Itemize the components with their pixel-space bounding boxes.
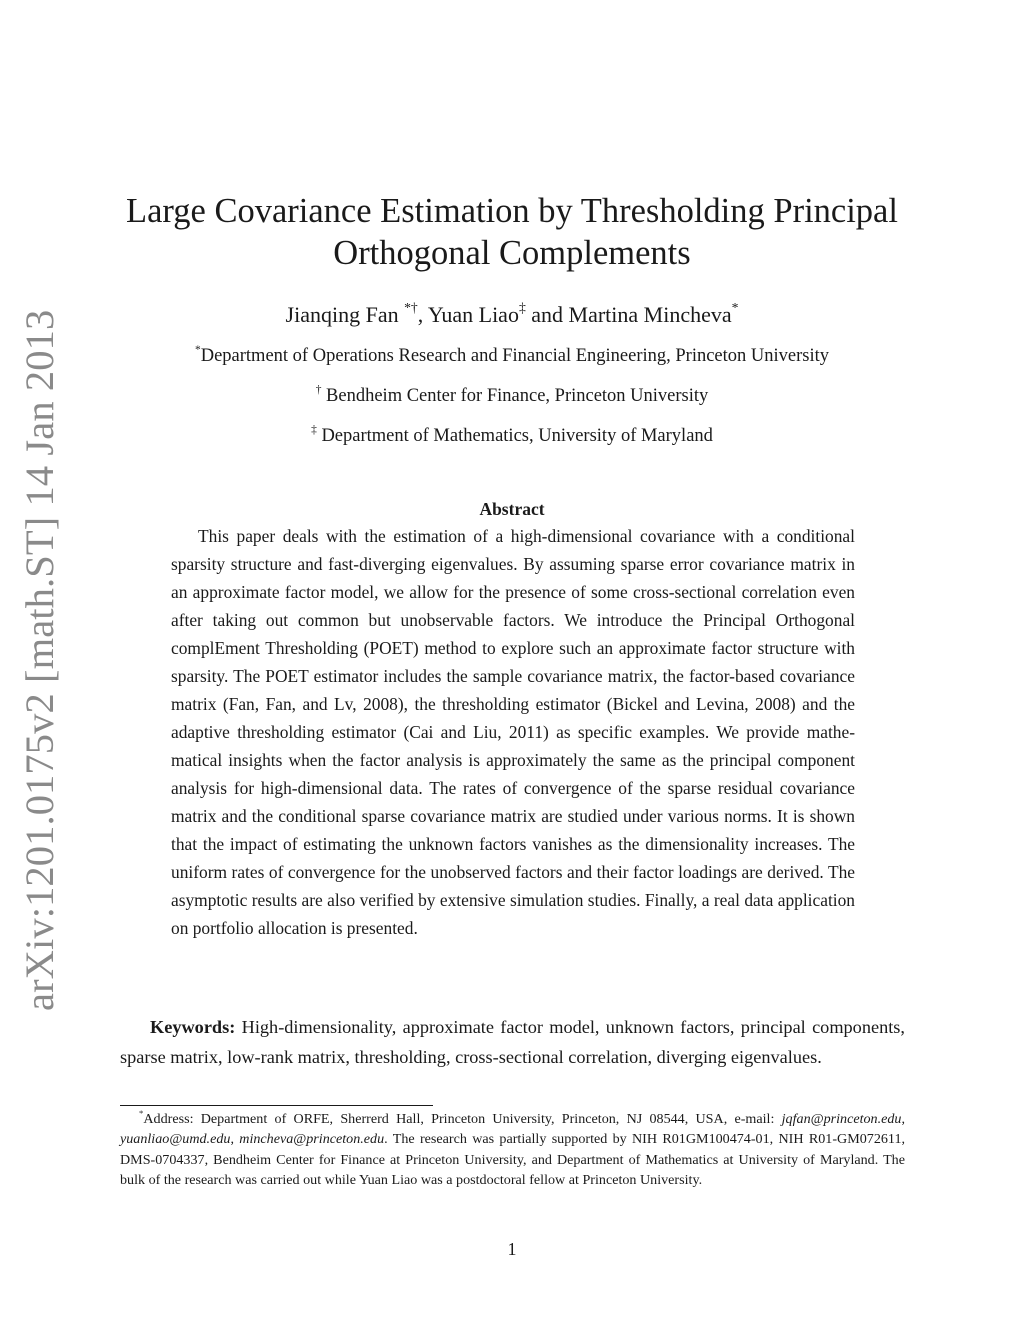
author-mincheva-marks: * (731, 300, 739, 316)
affiliation-maryland: ‡ Department of Mathematics, University of Maryland (311, 423, 713, 446)
abstract-body: This paper deals with the estimation of a high-dimensional covariance with a conditional sparsity structure and fast-diverging eigenvalues. By assuming sparse error covariance matrix in an approximate factor model, we allow for the presence of some cross-sectional correlation even after taking out common but unobservable factors. We introduce the Principal Orthogonal complEment Thresholding (POET) method to explore such an approximate factor structure with sparsity. The POET estimator includes the sample covariance matrix, the factor-based covariance matrix (Fan, Fan, and Lv, 2008), the thresholding estimator (Bickel and Levina, 2008) and the adaptive thresholding estimator (Cai and Liu, 2011) as specific examples. We provide mathematical insights when the factor analysis is approximately the same as the principal component analysis for high-dimensional data. The rates of convergence of the sparse residual covariance matrix and the conditional sparse covariance matrix are studied under various norms. It is shown that the impact of estimating the unknown factors vanishes as the dimensionality increases. The uniform rates of convergence for the unobserved factors and their factor loadings are derived. The asymptotic results are also verified by extensive simulation studies. Finally, a real data application on portfolio allocation is presented. (171, 526, 855, 938)
email-mincheva: mincheva@princeton.edu (239, 1131, 385, 1148)
author-mincheva: Martina Mincheva (568, 302, 732, 327)
title-line-2: Orthogonal Complements (333, 234, 691, 272)
keywords-paragraph (120, 1012, 905, 1072)
footnote-divider (120, 1105, 433, 1106)
author-fan: Jianqing Fan (285, 302, 399, 327)
author-fan-marks: *† (404, 300, 418, 316)
keywords-text: High-dimensionality, approximate factor model, unknown factors, principal components, sparse matrix, low-rank matrix, thresholding, cross-sectional correlation, diverging eigenvalues. (120, 1017, 905, 1067)
footnote: *Address: Department of ORFE, Sherrerd Hall, Princeton University, Princeton, NJ 08544, USA, e-mail: jqfan@princeton.edu, yuanliao@umd.edu, mincheva@princeton.edu. The research was partially supported by NIH R01GM100474-01, NIH R01-GM072611, DMS-0704337, Bendheim Center for Finance at Princeton University, and Department of Mathematics at University of Maryland. The bulk of the research was carried out while Yuan Liao was a postdoctoral fellow at Princeton University. (120, 1108, 906, 1188)
title-line-1: Large Covariance Estimation by Thresholding Principal (126, 192, 898, 230)
email-liao: yuanliao@umd.edu (120, 1131, 231, 1148)
affiliation-bendheim: † Bendheim Center for Finance, Princeton University (315, 383, 709, 406)
email-fan: jqfan@princeton.edu (781, 1111, 902, 1127)
affiliation-princeton-orfe: *Department of Operations Research and Financial Engineering, Princeton University (194, 343, 830, 366)
keywords-label: Keywords: (150, 1017, 236, 1037)
author-liao-marks: ‡ (518, 300, 526, 316)
author-list: Jianqing Fan *†, Yuan Liao‡ and Martina Mincheva* (285, 300, 739, 327)
author-liao: Yuan Liao (427, 302, 519, 327)
paper-title (100, 190, 924, 274)
abstract-heading: Abstract (479, 499, 545, 519)
arxiv-identifier-stamp: arXiv:1201.0175v2 [math.ST] 14 Jan 2013 (17, 309, 62, 1011)
page-number: 1 (507, 1239, 517, 1259)
